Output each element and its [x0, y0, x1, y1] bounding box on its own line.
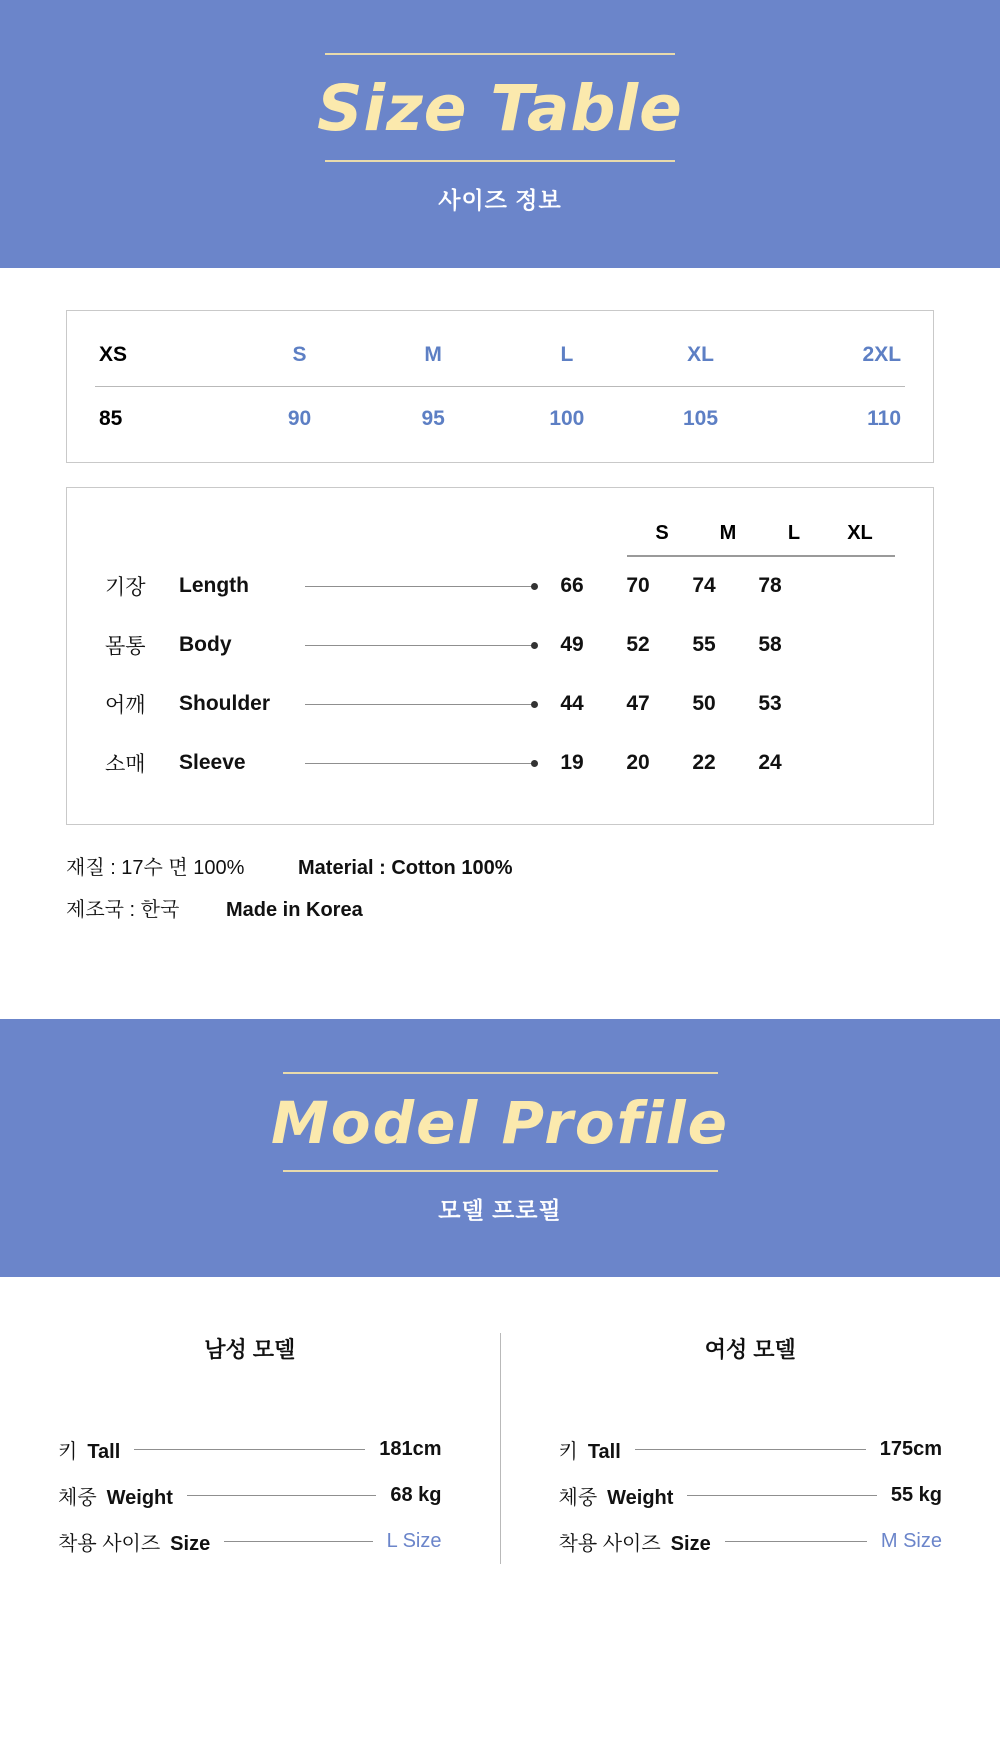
male-tall-label-en: Tall — [87, 1440, 121, 1463]
leader-line — [687, 1495, 876, 1496]
leader-line — [305, 704, 535, 705]
measurement-col-l: L — [787, 522, 801, 544]
model-profile-banner — [0, 1019, 1000, 1277]
male-size-value: L Size — [386, 1529, 442, 1552]
leader-line — [305, 645, 535, 646]
table-row — [105, 734, 895, 793]
measurement-value-xl: 78 — [758, 574, 782, 597]
measurement-value-s: 49 — [560, 633, 584, 656]
size-number-100: 100 — [549, 406, 585, 430]
list-item — [559, 1518, 943, 1564]
measurement-label-en: Body — [179, 633, 232, 656]
female-model-column — [500, 1333, 1000, 1564]
leader-line — [224, 1541, 372, 1542]
measurement-label-en: Sleeve — [179, 751, 246, 774]
female-size-label — [559, 1527, 711, 1556]
size-letter-xs: XS — [99, 342, 128, 366]
measurement-col-s: S — [655, 522, 669, 544]
male-tall-value: 181cm — [379, 1437, 442, 1460]
female-weight-label-kr: 체중 — [558, 1486, 598, 1509]
female-size-label-en: Size — [670, 1532, 711, 1555]
measurement-value-s: 66 — [560, 574, 584, 597]
female-tall-value: 175cm — [879, 1437, 942, 1460]
male-weight-label-en: Weight — [106, 1486, 173, 1509]
size-scale-table — [66, 310, 934, 463]
female-weight-value: 55 kg — [890, 1483, 942, 1506]
measurement-value-l: 55 — [692, 633, 716, 656]
measurement-value-m: 47 — [626, 692, 650, 715]
measurement-value-l: 22 — [692, 751, 716, 774]
origin-en: Made in Korea — [226, 899, 363, 921]
size-content — [0, 310, 1000, 825]
measurement-values — [535, 633, 803, 657]
table-row — [105, 616, 895, 675]
measurement-value-xl: 58 — [758, 633, 782, 656]
size-letter-m: M — [424, 342, 442, 366]
size-table-subtitle: 사이즈 정보 — [438, 187, 562, 213]
material-info — [0, 825, 1000, 922]
male-size-label-en: Size — [170, 1532, 211, 1555]
measurement-col-m: M — [719, 522, 737, 544]
leader-line — [134, 1449, 365, 1450]
size-number-105: 105 — [683, 406, 719, 430]
measurement-value-s: 44 — [560, 692, 584, 715]
size-table-banner — [0, 0, 1000, 268]
measurement-value-l: 74 — [692, 574, 716, 597]
leader-line — [187, 1495, 376, 1496]
list-item — [58, 1426, 442, 1472]
measurement-header-row — [105, 522, 895, 545]
origin-kr: 제조국 : 한국 — [66, 899, 180, 921]
size-letter-l: L — [560, 342, 574, 366]
measurement-label-kr: 기장 — [105, 576, 146, 599]
model-profile-title: Model Profile — [271, 1088, 729, 1157]
female-tall-label — [559, 1435, 621, 1464]
male-tall-label-kr: 키 — [58, 1440, 78, 1463]
female-weight-label-en: Weight — [607, 1486, 674, 1509]
size-numbers-row — [95, 387, 905, 450]
material-kr: 재질 : 17수 면 100% — [66, 857, 245, 879]
banner-rule-top — [325, 53, 675, 55]
female-size-value: M Size — [880, 1529, 942, 1552]
measurement-label-en: Shoulder — [179, 692, 271, 715]
female-model-title: 여성 모델 — [704, 1337, 796, 1362]
measurement-value-m: 20 — [626, 751, 650, 774]
measurement-label-en: Length — [179, 574, 249, 597]
leader-line — [305, 763, 535, 764]
size-letters-row — [95, 323, 905, 386]
measurement-values — [535, 751, 803, 775]
male-size-label — [58, 1527, 210, 1556]
measurement-label-kr: 소매 — [105, 753, 146, 776]
female-tall-label-kr: 키 — [558, 1440, 578, 1463]
measurement-value-s: 19 — [560, 751, 584, 774]
size-table-title: Size Table — [317, 72, 683, 145]
banner2-rule-bottom — [283, 1170, 718, 1172]
measurement-label-kr: 어깨 — [105, 694, 146, 717]
size-number-95: 95 — [421, 406, 445, 430]
male-model-title: 남성 모델 — [204, 1337, 296, 1362]
measurement-label-kr: 몸통 — [105, 635, 146, 658]
leader-line — [305, 586, 535, 587]
measurement-value-l: 50 — [692, 692, 716, 715]
material-row — [66, 851, 934, 880]
female-weight-label — [559, 1481, 674, 1510]
male-weight-label-kr: 체중 — [58, 1486, 97, 1509]
material-en: Material : Cotton 100% — [298, 857, 513, 879]
male-weight-value: 68 kg — [390, 1483, 442, 1506]
size-letter-s: S — [292, 342, 307, 366]
banner2-rule-top — [283, 1072, 718, 1074]
female-tall-label-en: Tall — [587, 1440, 621, 1463]
list-item — [58, 1472, 442, 1518]
size-letter-xl: XL — [687, 342, 714, 366]
size-number-85: 85 — [99, 406, 123, 430]
male-size-label-kr: 착용 사이즈 — [58, 1532, 161, 1555]
size-number-90: 90 — [287, 406, 312, 430]
measurement-value-m: 70 — [626, 574, 650, 597]
table-row — [105, 557, 895, 616]
measurement-col-xl: XL — [847, 522, 873, 544]
list-item — [559, 1426, 943, 1472]
measurement-values — [535, 574, 803, 598]
section-spacer — [0, 935, 1000, 1019]
list-item — [559, 1472, 943, 1518]
measurement-value-xl: 24 — [758, 751, 782, 774]
model-profiles — [0, 1277, 1000, 1564]
male-model-column — [0, 1333, 500, 1564]
size-number-110: 110 — [867, 406, 902, 430]
male-tall-label — [58, 1435, 120, 1464]
male-weight-label — [58, 1481, 173, 1510]
origin-row — [66, 893, 934, 922]
female-size-label-kr: 착용 사이즈 — [558, 1532, 661, 1555]
measurement-values — [535, 692, 803, 716]
measurement-value-m: 52 — [626, 633, 650, 656]
leader-line — [725, 1541, 867, 1542]
measurement-value-xl: 53 — [758, 692, 782, 715]
leader-line — [635, 1449, 866, 1450]
size-letter-2xl: 2XL — [862, 342, 902, 366]
model-profile-subtitle: 모델 프로필 — [438, 1196, 562, 1223]
list-item — [58, 1518, 442, 1564]
banner-rule-bottom — [325, 160, 675, 162]
measurement-table — [66, 487, 934, 825]
table-row — [105, 675, 895, 734]
